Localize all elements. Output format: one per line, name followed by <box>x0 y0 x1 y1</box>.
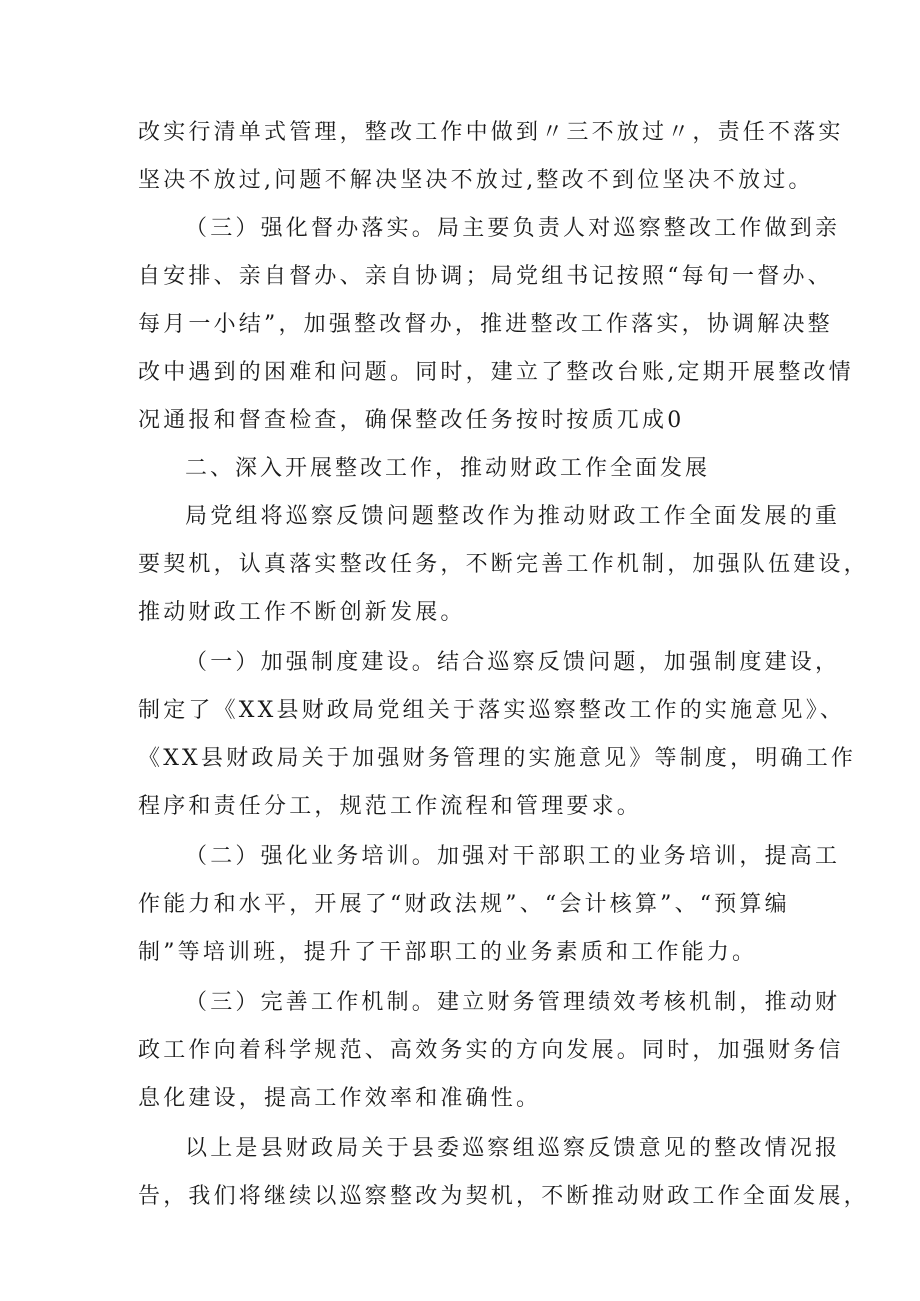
paragraph-line: 息化建设，提高工作效率和准确性。 <box>138 1086 542 1111</box>
paragraph-line: 作能力和水平，开展了“财政法规”、“会计核算”、“预算编 <box>138 892 790 917</box>
paragraph-line: 要契机，认真落实整改任务，不断完善工作机制，加强队伍建设， <box>138 552 869 577</box>
paragraph-line: 自安排、亲自督办、亲自协调；局党组书记按照“每旬一督办、 <box>138 264 833 289</box>
paragraph-line: （二）强化业务培训。加强对干部职工的业务培训，提高工 <box>185 844 841 869</box>
paragraph-line: 坚决不放过,问题不解决坚决不放过,整改不到位坚决不放过。 <box>138 168 814 193</box>
paragraph-line: 政工作向着科学规范、高效务实的方向发展。同时，加强财务信 <box>138 1038 844 1063</box>
paragraph-line: 况通报和督查检查，确保整改任务按时按质兀成0 <box>138 408 685 433</box>
paragraph-line: （一）加强制度建设。结合巡察反馈问题，加强制度建设， <box>185 650 841 675</box>
paragraph-line: 推动财政工作不断创新发展。 <box>138 600 466 625</box>
paragraph-line: 改实行清单式管理，整改工作中做到〃三不放过〃，责任不落实 <box>138 120 844 145</box>
paragraph-line: 程序和责任分工，规范工作流程和管理要求。 <box>138 794 643 819</box>
section-heading: 二、深入开展整改工作，推动财政工作全面发展 <box>185 456 711 481</box>
paragraph-line: （三）完善工作机制。建立财务管理绩效考核机制，推动财 <box>185 990 841 1015</box>
paragraph-line: 告，我们将继续以巡察整改为契机，不断推动财政工作全面发展， <box>138 1184 869 1209</box>
paragraph-line: 以上是县财政局关于县委巡察组巡察反馈意见的整改情况报 <box>185 1136 841 1161</box>
paragraph-line: 制定了《XX县财政局党组关于落实巡察整改工作的实施意见》、 <box>138 698 846 723</box>
paragraph-line: 《XX县财政局关于加强财务管理的实施意见》等制度，明确工作 <box>138 746 857 771</box>
paragraph-line: 局党组将巡察反馈问题整改作为推动财政工作全面发展的重 <box>185 504 841 529</box>
paragraph-line: 制”等培训班，提升了干部职工的业务素质和工作能力。 <box>138 940 758 965</box>
paragraph-line: 改中遇到的困难和问题。同时，建立了整改台账,定期开展整改情 <box>138 360 854 385</box>
paragraph-line: （三）强化督办落实。局主要负责人对巡察整改工作做到亲 <box>185 216 841 241</box>
paragraph-line: 每月一小结”，加强整改督办，推进整改工作落实，协调解决整 <box>138 312 833 337</box>
